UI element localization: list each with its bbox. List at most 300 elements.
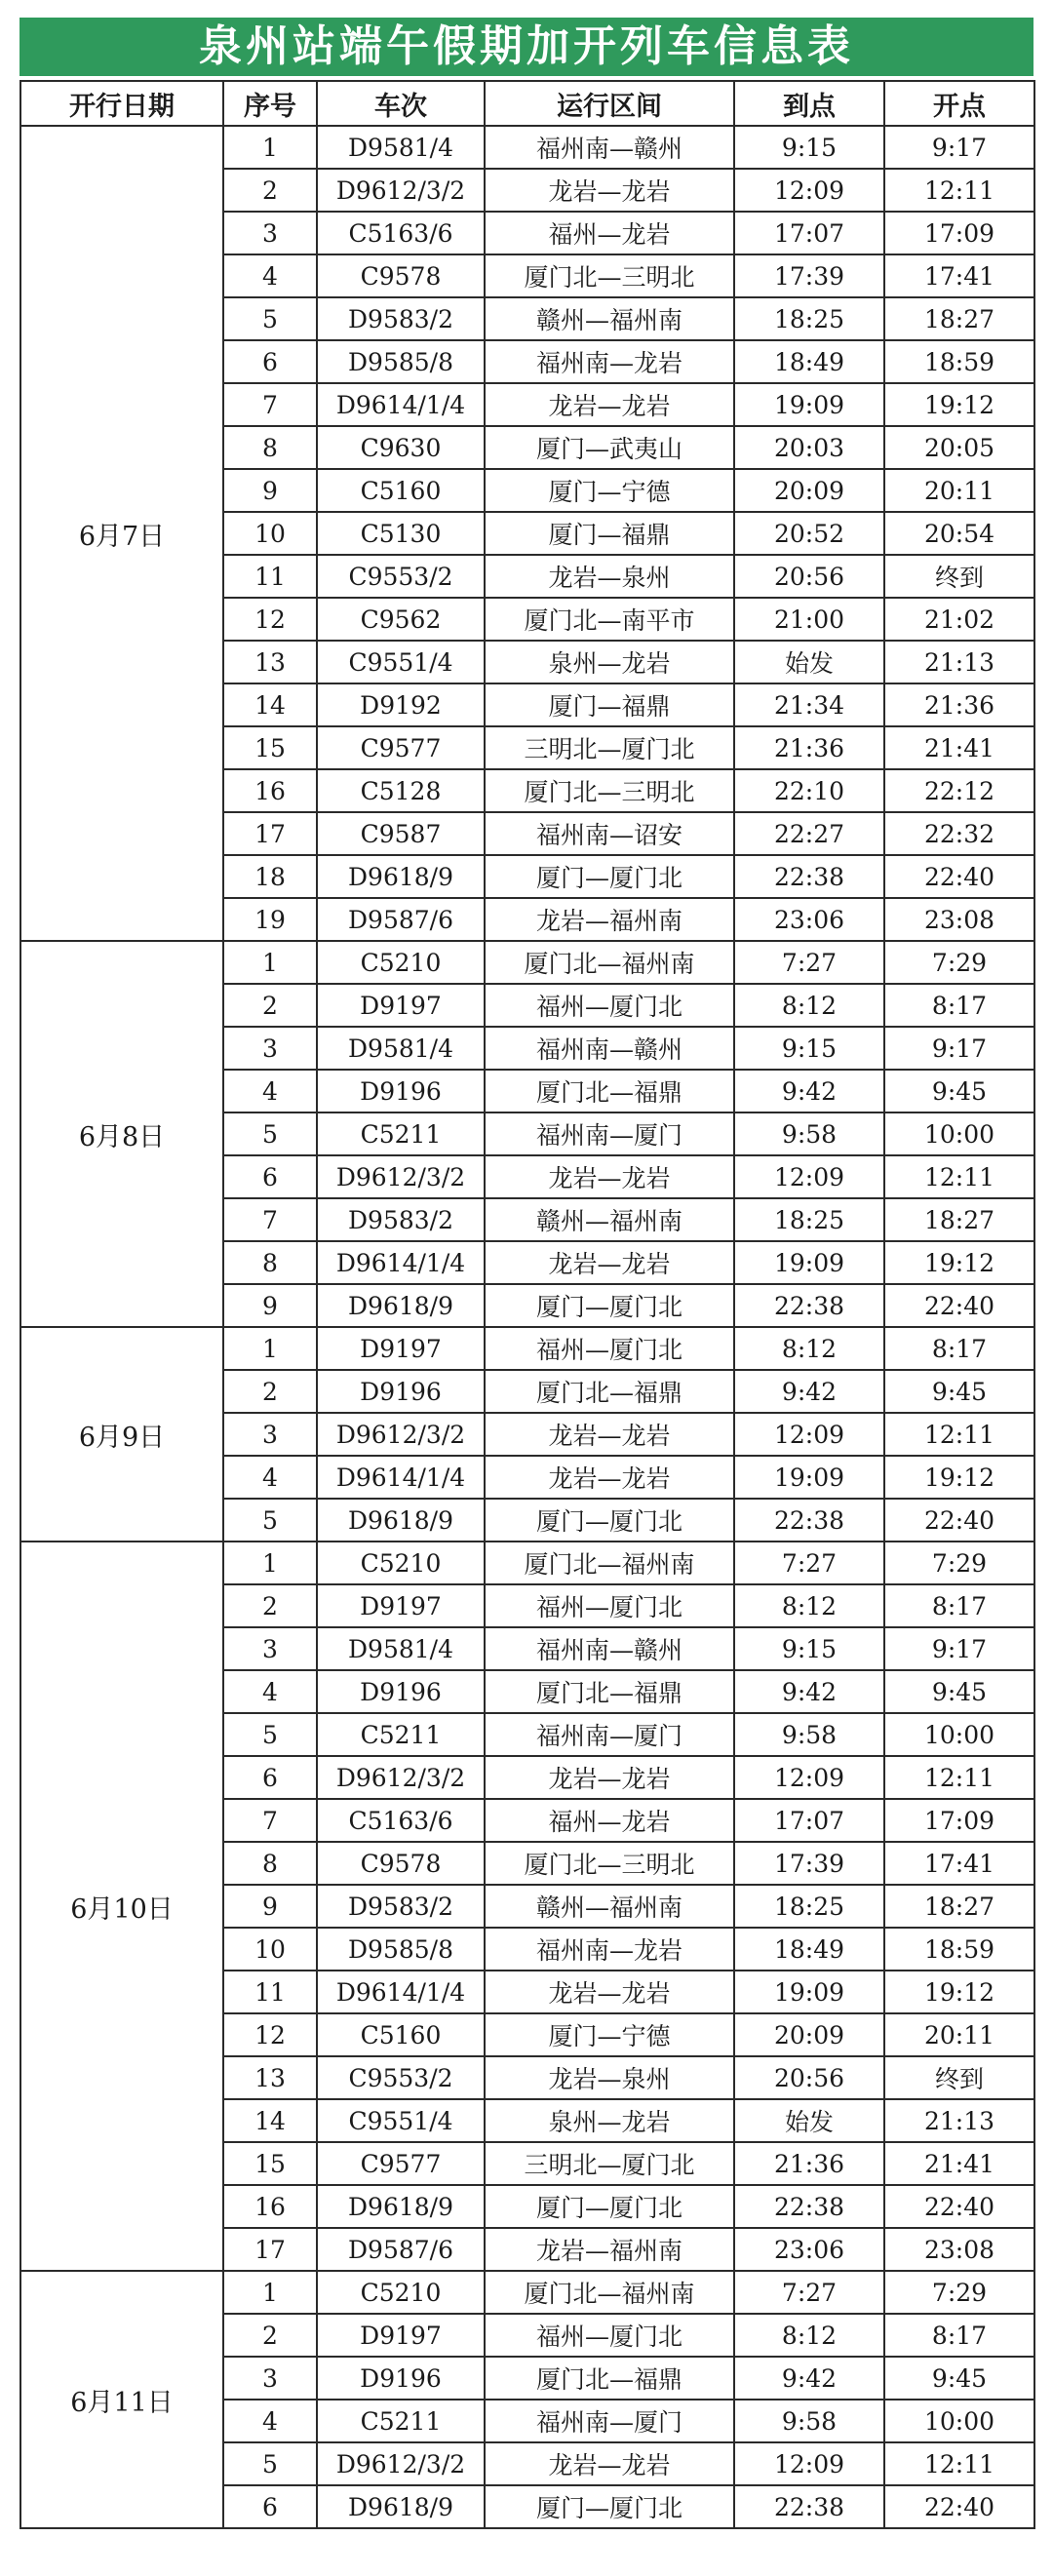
seq-cell: 1 [223, 941, 317, 984]
train-number-cell: D9618/9 [317, 1284, 485, 1327]
train-number-cell: C5210 [317, 941, 485, 984]
route-cell: 厦门—福鼎 [485, 512, 734, 555]
seq-cell: 14 [223, 2099, 317, 2142]
train-number-cell: D9612/3/2 [317, 1155, 485, 1198]
seq-cell: 8 [223, 1241, 317, 1284]
train-number-cell: C5163/6 [317, 212, 485, 254]
seq-cell: 3 [223, 2357, 317, 2400]
departure-cell: 22:40 [884, 2485, 1034, 2528]
seq-cell: 14 [223, 683, 317, 726]
seq-cell: 9 [223, 469, 317, 512]
departure-cell: 终到 [884, 2056, 1034, 2099]
arrival-cell: 22:10 [734, 769, 884, 812]
route-cell: 福州南—龙岩 [485, 340, 734, 383]
departure-cell: 10:00 [884, 2400, 1034, 2442]
train-number-cell: C5130 [317, 512, 485, 555]
route-cell: 泉州—龙岩 [485, 2099, 734, 2142]
seq-cell: 17 [223, 2228, 317, 2271]
header-route: 运行区间 [485, 81, 734, 126]
arrival-cell: 9:58 [734, 2400, 884, 2442]
departure-cell: 21:41 [884, 726, 1034, 769]
departure-cell: 17:09 [884, 1799, 1034, 1842]
route-cell: 厦门北—福州南 [485, 1542, 734, 1584]
route-cell: 厦门北—南平市 [485, 598, 734, 641]
departure-cell: 21:13 [884, 2099, 1034, 2142]
route-cell: 厦门—厦门北 [485, 2485, 734, 2528]
route-cell: 厦门—武夷山 [485, 426, 734, 469]
route-cell: 龙岩—龙岩 [485, 169, 734, 212]
arrival-cell: 始发 [734, 2099, 884, 2142]
header-seq: 序号 [223, 81, 317, 126]
route-cell: 福州南—龙岩 [485, 1928, 734, 1971]
departure-cell: 22:40 [884, 1284, 1034, 1327]
train-number-cell: C9551/4 [317, 641, 485, 683]
train-number-cell: C9630 [317, 426, 485, 469]
seq-cell: 19 [223, 898, 317, 941]
seq-cell: 5 [223, 297, 317, 340]
route-cell: 福州南—赣州 [485, 1027, 734, 1070]
train-number-cell: C5210 [317, 1542, 485, 1584]
route-cell: 厦门北—福鼎 [485, 1370, 734, 1413]
seq-cell: 4 [223, 254, 317, 297]
arrival-cell: 9:15 [734, 1627, 884, 1670]
route-cell: 泉州—龙岩 [485, 641, 734, 683]
arrival-cell: 22:38 [734, 2185, 884, 2228]
route-cell: 厦门—福鼎 [485, 683, 734, 726]
arrival-cell: 23:06 [734, 2228, 884, 2271]
arrival-cell: 19:09 [734, 383, 884, 426]
seq-cell: 11 [223, 1971, 317, 2013]
seq-cell: 7 [223, 383, 317, 426]
seq-cell: 1 [223, 1542, 317, 1584]
route-cell: 赣州—福州南 [485, 1885, 734, 1928]
seq-cell: 4 [223, 1456, 317, 1499]
arrival-cell: 23:06 [734, 898, 884, 941]
route-cell: 福州南—厦门 [485, 2400, 734, 2442]
route-cell: 福州—龙岩 [485, 212, 734, 254]
seq-cell: 5 [223, 1713, 317, 1756]
arrival-cell: 12:09 [734, 169, 884, 212]
route-cell: 龙岩—龙岩 [485, 383, 734, 426]
arrival-cell: 8:12 [734, 2314, 884, 2357]
train-number-cell: C9587 [317, 812, 485, 855]
departure-cell: 7:29 [884, 1542, 1034, 1584]
route-cell: 龙岩—龙岩 [485, 1971, 734, 2013]
seq-cell: 13 [223, 2056, 317, 2099]
route-cell: 厦门—厦门北 [485, 1284, 734, 1327]
departure-cell: 17:09 [884, 212, 1034, 254]
arrival-cell: 22:38 [734, 855, 884, 898]
seq-cell: 8 [223, 426, 317, 469]
date-cell: 6月10日 [20, 1542, 223, 2271]
arrival-cell: 22:38 [734, 1284, 884, 1327]
departure-cell: 18:27 [884, 1885, 1034, 1928]
table-row [20, 126, 1034, 169]
route-cell: 龙岩—泉州 [485, 555, 734, 598]
departure-cell: 21:02 [884, 598, 1034, 641]
seq-cell: 12 [223, 2013, 317, 2056]
seq-cell: 4 [223, 2400, 317, 2442]
train-number-cell: D9614/1/4 [317, 1456, 485, 1499]
departure-cell: 10:00 [884, 1713, 1034, 1756]
arrival-cell: 17:07 [734, 212, 884, 254]
departure-cell: 22:32 [884, 812, 1034, 855]
route-cell: 赣州—福州南 [485, 1198, 734, 1241]
departure-cell: 7:29 [884, 2271, 1034, 2314]
route-cell: 厦门北—福州南 [485, 941, 734, 984]
route-cell: 厦门—厦门北 [485, 855, 734, 898]
train-number-cell: D9583/2 [317, 1885, 485, 1928]
departure-cell: 21:13 [884, 641, 1034, 683]
departure-cell: 22:40 [884, 855, 1034, 898]
seq-cell: 9 [223, 1284, 317, 1327]
arrival-cell: 9:58 [734, 1112, 884, 1155]
arrival-cell: 21:36 [734, 2142, 884, 2185]
seq-cell: 11 [223, 555, 317, 598]
departure-cell: 9:17 [884, 1027, 1034, 1070]
train-number-cell: D9614/1/4 [317, 383, 485, 426]
departure-cell: 19:12 [884, 1241, 1034, 1284]
seq-cell: 2 [223, 1370, 317, 1413]
seq-cell: 17 [223, 812, 317, 855]
departure-cell: 22:40 [884, 2185, 1034, 2228]
departure-cell: 18:59 [884, 1928, 1034, 1971]
arrival-cell: 8:12 [734, 1327, 884, 1370]
route-cell: 厦门北—福鼎 [485, 1670, 734, 1713]
header-departure: 开点 [884, 81, 1034, 126]
arrival-cell: 17:39 [734, 1842, 884, 1885]
departure-cell: 17:41 [884, 254, 1034, 297]
arrival-cell: 19:09 [734, 1971, 884, 2013]
arrival-cell: 17:07 [734, 1799, 884, 1842]
seq-cell: 6 [223, 1155, 317, 1198]
arrival-cell: 12:09 [734, 1756, 884, 1799]
departure-cell: 21:41 [884, 2142, 1034, 2185]
train-number-cell: D9587/6 [317, 898, 485, 941]
departure-cell: 18:27 [884, 297, 1034, 340]
departure-cell: 21:36 [884, 683, 1034, 726]
arrival-cell: 9:58 [734, 1713, 884, 1756]
departure-cell: 7:29 [884, 941, 1034, 984]
seq-cell: 2 [223, 1584, 317, 1627]
arrival-cell: 8:12 [734, 1584, 884, 1627]
train-number-cell: D9581/4 [317, 126, 485, 169]
seq-cell: 6 [223, 340, 317, 383]
train-number-cell: D9612/3/2 [317, 2442, 485, 2485]
route-cell: 福州—厦门北 [485, 1327, 734, 1370]
departure-cell: 8:17 [884, 984, 1034, 1027]
route-cell: 福州南—厦门 [485, 1713, 734, 1756]
arrival-cell: 7:27 [734, 1542, 884, 1584]
seq-cell: 4 [223, 1670, 317, 1713]
table-row [20, 1327, 1034, 1370]
departure-cell: 22:40 [884, 1499, 1034, 1542]
departure-cell: 23:08 [884, 2228, 1034, 2271]
arrival-cell: 7:27 [734, 941, 884, 984]
train-number-cell: D9192 [317, 683, 485, 726]
table-row [20, 941, 1034, 984]
schedule-document [20, 18, 1034, 2529]
train-number-cell: C9562 [317, 598, 485, 641]
arrival-cell: 18:49 [734, 1928, 884, 1971]
route-cell: 厦门北—福州南 [485, 2271, 734, 2314]
train-number-cell: D9618/9 [317, 855, 485, 898]
departure-cell: 12:11 [884, 1756, 1034, 1799]
departure-cell: 19:12 [884, 383, 1034, 426]
route-cell: 厦门北—三明北 [485, 254, 734, 297]
train-number-cell: C5163/6 [317, 1799, 485, 1842]
train-number-cell: C5160 [317, 469, 485, 512]
route-cell: 福州—厦门北 [485, 1584, 734, 1627]
arrival-cell: 18:25 [734, 1885, 884, 1928]
route-cell: 龙岩—龙岩 [485, 1413, 734, 1456]
train-number-cell: D9618/9 [317, 1499, 485, 1542]
arrival-cell: 22:27 [734, 812, 884, 855]
route-cell: 厦门—厦门北 [485, 2185, 734, 2228]
date-cell: 6月7日 [20, 126, 223, 941]
train-number-cell: D9196 [317, 1670, 485, 1713]
train-number-cell: D9197 [317, 1327, 485, 1370]
seq-cell: 6 [223, 2485, 317, 2528]
departure-cell: 18:59 [884, 340, 1034, 383]
arrival-cell: 20:52 [734, 512, 884, 555]
seq-cell: 15 [223, 726, 317, 769]
departure-cell: 9:45 [884, 1670, 1034, 1713]
train-number-cell: C5211 [317, 2400, 485, 2442]
arrival-cell: 8:12 [734, 984, 884, 1027]
route-cell: 龙岩—龙岩 [485, 1241, 734, 1284]
route-cell: 赣州—福州南 [485, 297, 734, 340]
route-cell: 龙岩—泉州 [485, 2056, 734, 2099]
seq-cell: 1 [223, 126, 317, 169]
departure-cell: 22:12 [884, 769, 1034, 812]
train-number-cell: D9583/2 [317, 1198, 485, 1241]
arrival-cell: 20:56 [734, 2056, 884, 2099]
date-cell: 6月8日 [20, 941, 223, 1327]
arrival-cell: 18:25 [734, 1198, 884, 1241]
seq-cell: 3 [223, 1627, 317, 1670]
seq-cell: 2 [223, 169, 317, 212]
train-number-cell: D9581/4 [317, 1627, 485, 1670]
arrival-cell: 18:25 [734, 297, 884, 340]
date-cell: 6月9日 [20, 1327, 223, 1542]
seq-cell: 7 [223, 1799, 317, 1842]
seq-cell: 10 [223, 512, 317, 555]
route-cell: 龙岩—福州南 [485, 898, 734, 941]
arrival-cell: 7:27 [734, 2271, 884, 2314]
route-cell: 龙岩—龙岩 [485, 1756, 734, 1799]
seq-cell: 6 [223, 1756, 317, 1799]
train-number-cell: C5128 [317, 769, 485, 812]
departure-cell: 9:45 [884, 1370, 1034, 1413]
train-number-cell: C9578 [317, 254, 485, 297]
route-cell: 福州—厦门北 [485, 2314, 734, 2357]
departure-cell: 9:45 [884, 2357, 1034, 2400]
departure-cell: 10:00 [884, 1112, 1034, 1155]
arrival-cell: 始发 [734, 641, 884, 683]
route-cell: 福州—龙岩 [485, 1799, 734, 1842]
route-cell: 福州南—诏安 [485, 812, 734, 855]
arrival-cell: 19:09 [734, 1456, 884, 1499]
arrival-cell: 12:09 [734, 2442, 884, 2485]
seq-cell: 5 [223, 1112, 317, 1155]
train-number-cell: C9553/2 [317, 2056, 485, 2099]
route-cell: 龙岩—龙岩 [485, 2442, 734, 2485]
seq-cell: 9 [223, 1885, 317, 1928]
departure-cell: 20:05 [884, 426, 1034, 469]
train-number-cell: C5210 [317, 2271, 485, 2314]
arrival-cell: 21:00 [734, 598, 884, 641]
header-arrival: 到点 [734, 81, 884, 126]
arrival-cell: 9:42 [734, 1070, 884, 1112]
header-date: 开行日期 [20, 81, 223, 126]
route-cell: 龙岩—福州南 [485, 2228, 734, 2271]
route-cell: 三明北—厦门北 [485, 2142, 734, 2185]
departure-cell: 20:54 [884, 512, 1034, 555]
route-cell: 厦门—宁德 [485, 2013, 734, 2056]
departure-cell: 19:12 [884, 1971, 1034, 2013]
route-cell: 厦门北—福鼎 [485, 1070, 734, 1112]
train-number-cell: D9583/2 [317, 297, 485, 340]
arrival-cell: 12:09 [734, 1155, 884, 1198]
train-number-cell: C5160 [317, 2013, 485, 2056]
seq-cell: 10 [223, 1928, 317, 1971]
departure-cell: 12:11 [884, 1155, 1034, 1198]
seq-cell: 13 [223, 641, 317, 683]
departure-cell: 12:11 [884, 1413, 1034, 1456]
train-number-cell: D9618/9 [317, 2485, 485, 2528]
arrival-cell: 9:42 [734, 1370, 884, 1413]
arrival-cell: 12:09 [734, 1413, 884, 1456]
train-number-cell: C9578 [317, 1842, 485, 1885]
train-number-cell: C9551/4 [317, 2099, 485, 2142]
departure-cell: 18:27 [884, 1198, 1034, 1241]
train-number-cell: D9618/9 [317, 2185, 485, 2228]
departure-cell: 12:11 [884, 169, 1034, 212]
table-header-row [20, 81, 1034, 126]
route-cell: 厦门北—三明北 [485, 1842, 734, 1885]
departure-cell: 23:08 [884, 898, 1034, 941]
train-number-cell: C9553/2 [317, 555, 485, 598]
arrival-cell: 9:15 [734, 1027, 884, 1070]
arrival-cell: 20:56 [734, 555, 884, 598]
arrival-cell: 18:49 [734, 340, 884, 383]
seq-cell: 2 [223, 984, 317, 1027]
arrival-cell: 22:38 [734, 2485, 884, 2528]
train-number-cell: D9585/8 [317, 340, 485, 383]
seq-cell: 1 [223, 2271, 317, 2314]
seq-cell: 7 [223, 1198, 317, 1241]
arrival-cell: 22:38 [734, 1499, 884, 1542]
departure-cell: 9:17 [884, 126, 1034, 169]
train-number-cell: D9614/1/4 [317, 1241, 485, 1284]
arrival-cell: 19:09 [734, 1241, 884, 1284]
route-cell: 福州南—厦门 [485, 1112, 734, 1155]
page-title: 泉州站端午假期加开列车信息表 [20, 18, 1034, 76]
seq-cell: 5 [223, 1499, 317, 1542]
seq-cell: 16 [223, 769, 317, 812]
route-cell: 福州南—赣州 [485, 126, 734, 169]
route-cell: 厦门—厦门北 [485, 1499, 734, 1542]
train-number-cell: C9577 [317, 2142, 485, 2185]
arrival-cell: 9:42 [734, 2357, 884, 2400]
departure-cell: 8:17 [884, 2314, 1034, 2357]
route-cell: 厦门北—福鼎 [485, 2357, 734, 2400]
train-number-cell: D9585/8 [317, 1928, 485, 1971]
arrival-cell: 20:09 [734, 2013, 884, 2056]
route-cell: 龙岩—龙岩 [485, 1155, 734, 1198]
date-cell: 6月11日 [20, 2271, 223, 2528]
seq-cell: 5 [223, 2442, 317, 2485]
seq-cell: 4 [223, 1070, 317, 1112]
train-number-cell: D9196 [317, 1370, 485, 1413]
departure-cell: 12:11 [884, 2442, 1034, 2485]
arrival-cell: 21:36 [734, 726, 884, 769]
route-cell: 龙岩—龙岩 [485, 1456, 734, 1499]
departure-cell: 9:17 [884, 1627, 1034, 1670]
departure-cell: 8:17 [884, 1584, 1034, 1627]
train-number-cell: C5211 [317, 1112, 485, 1155]
seq-cell: 3 [223, 212, 317, 254]
departure-cell: 20:11 [884, 469, 1034, 512]
route-cell: 福州—厦门北 [485, 984, 734, 1027]
arrival-cell: 21:34 [734, 683, 884, 726]
train-number-cell: C5211 [317, 1713, 485, 1756]
train-number-cell: D9612/3/2 [317, 169, 485, 212]
train-number-cell: D9196 [317, 1070, 485, 1112]
route-cell: 三明北—厦门北 [485, 726, 734, 769]
seq-cell: 15 [223, 2142, 317, 2185]
route-cell: 厦门北—三明北 [485, 769, 734, 812]
arrival-cell: 9:42 [734, 1670, 884, 1713]
train-number-cell: D9197 [317, 2314, 485, 2357]
header-train: 车次 [317, 81, 485, 126]
arrival-cell: 20:03 [734, 426, 884, 469]
train-number-cell: D9197 [317, 984, 485, 1027]
train-number-cell: D9587/6 [317, 2228, 485, 2271]
departure-cell: 终到 [884, 555, 1034, 598]
seq-cell: 1 [223, 1327, 317, 1370]
train-schedule-table [20, 80, 1035, 2529]
train-number-cell: D9612/3/2 [317, 1756, 485, 1799]
train-number-cell: D9614/1/4 [317, 1971, 485, 2013]
table-body [20, 126, 1034, 2528]
seq-cell: 3 [223, 1413, 317, 1456]
train-number-cell: D9612/3/2 [317, 1413, 485, 1456]
route-cell: 福州南—赣州 [485, 1627, 734, 1670]
train-number-cell: D9197 [317, 1584, 485, 1627]
departure-cell: 9:45 [884, 1070, 1034, 1112]
train-number-cell: D9196 [317, 2357, 485, 2400]
train-number-cell: C9577 [317, 726, 485, 769]
departure-cell: 19:12 [884, 1456, 1034, 1499]
departure-cell: 8:17 [884, 1327, 1034, 1370]
seq-cell: 3 [223, 1027, 317, 1070]
arrival-cell: 17:39 [734, 254, 884, 297]
seq-cell: 16 [223, 2185, 317, 2228]
train-number-cell: D9581/4 [317, 1027, 485, 1070]
table-row [20, 1542, 1034, 1584]
departure-cell: 20:11 [884, 2013, 1034, 2056]
arrival-cell: 20:09 [734, 469, 884, 512]
seq-cell: 18 [223, 855, 317, 898]
departure-cell: 17:41 [884, 1842, 1034, 1885]
route-cell: 厦门—宁德 [485, 469, 734, 512]
table-row [20, 2271, 1034, 2314]
seq-cell: 12 [223, 598, 317, 641]
seq-cell: 8 [223, 1842, 317, 1885]
seq-cell: 2 [223, 2314, 317, 2357]
